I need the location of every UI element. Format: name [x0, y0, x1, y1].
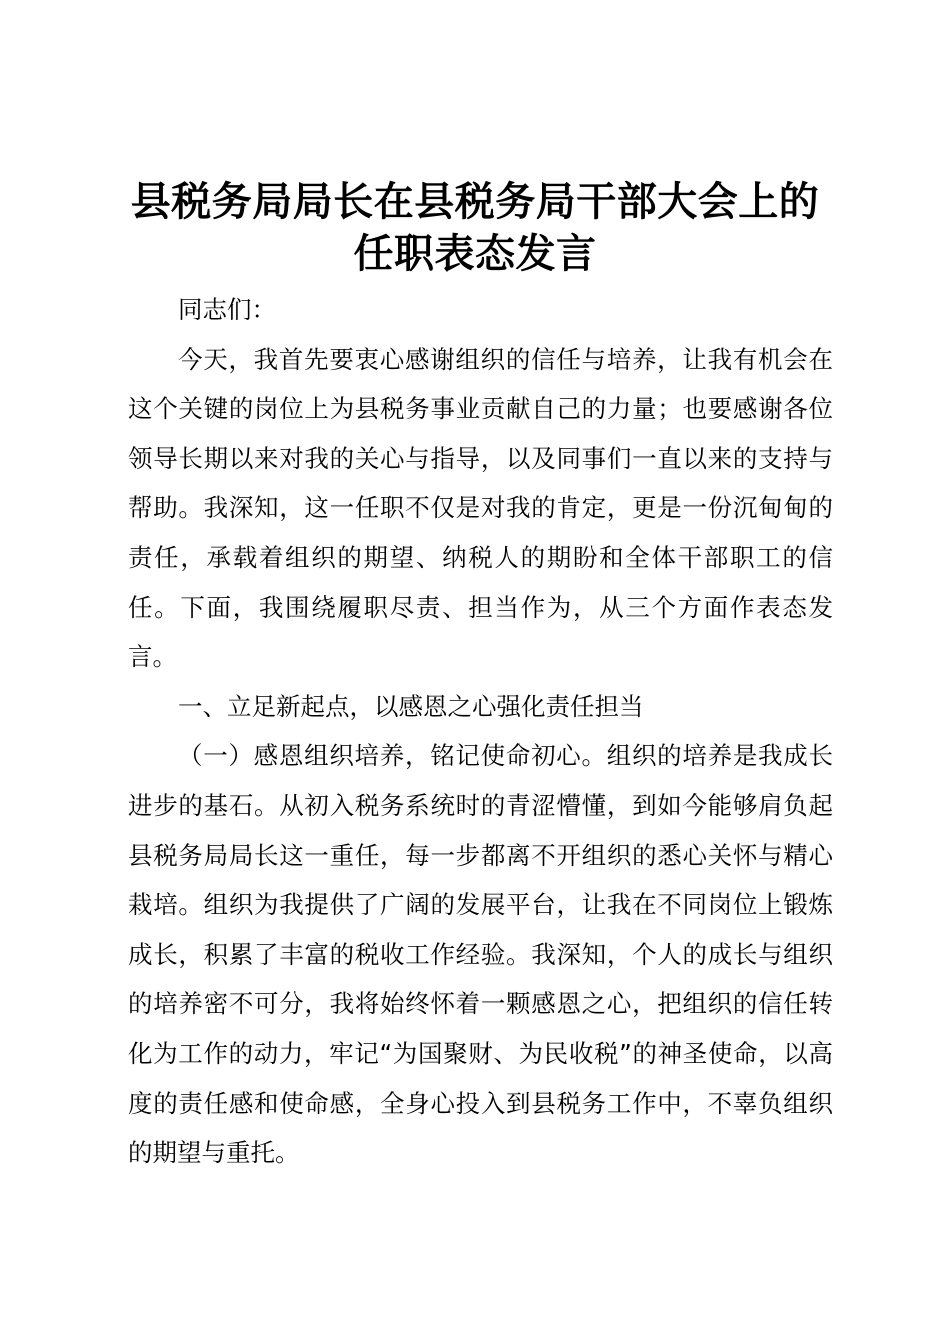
section-paragraph: （一）感恩组织培养，铭记使命初心。组织的培养是我成长进步的基石。从初入税务系统时的青涩懵懂，到如今能够肩负起县税务局局长这一重任，每一步都离不开组织的悉心关怀与精心栽培。组织为我提供了广阔的发展平台，让我在不同岗位上锻炼成长，积累了丰富的税收工作经验。我深知，个人的成长与组织的培养密不可分，我将始终怀着一颗感恩之心，把组织的信任转化为工作的动力，牢记“为国聚财、为民收税”的神圣使命，以高度的责任感和使命感，全身心投入到县税务工作中，不辜负组织的期望与重托。	[128, 741, 833, 1168]
intro-paragraph: 今天，我首先要衷心感谢组织的信任与培养，让我有机会在这个关键的岗位上为县税务事业贡献自己的力量；也要感谢各位领导长期以来对我的关心与指导，以及同事们一直以来的支持与帮助。我深知，这一任职不仅是对我的肯定，更是一份沉甸甸的责任，承载着组织的期望、纳税人的期盼和全体干部职工的信任。下面，我围绕履职尽责、担当作为，从三个方面作表态发言。	[128, 344, 833, 672]
document-title	[100, 176, 850, 280]
section-heading: 一、立足新起点，以感恩之心强化责任担当	[178, 691, 644, 721]
title-line-1: 县税务局局长在县税务局干部大会上的	[130, 178, 820, 225]
salutation: 同志们：	[178, 295, 276, 324]
title-line-2: 任职表态发言	[353, 230, 597, 277]
document-body	[128, 285, 833, 1178]
